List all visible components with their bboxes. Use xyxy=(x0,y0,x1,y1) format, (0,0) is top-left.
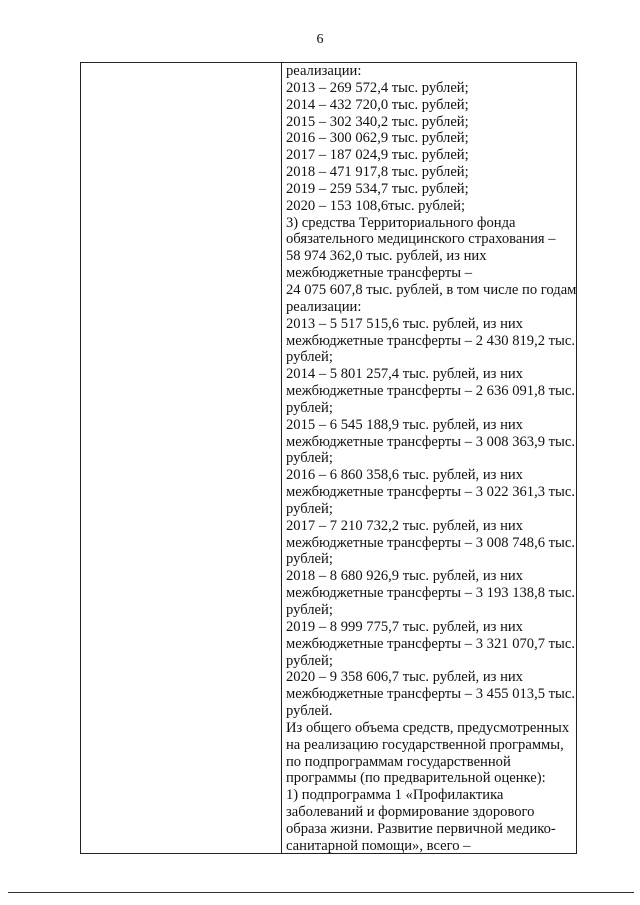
text-line: 2013 – 269 572,4 тыс. рублей; xyxy=(286,79,469,96)
text-line: 24 075 607,8 тыс. рублей, в том числе по годам xyxy=(286,281,577,298)
text-line: 2015 – 302 340,2 тыс. рублей; xyxy=(286,113,469,130)
text-line: 2019 – 8 999 775,7 тыс. рублей, из них xyxy=(286,618,523,635)
text-line: 2018 – 8 680 926,9 тыс. рублей, из них xyxy=(286,568,523,585)
text-line: реализации: xyxy=(286,298,362,315)
text-line: межбюджетные трансферты – xyxy=(286,265,473,282)
text-line: по подпрограммам государственной xyxy=(286,753,511,770)
text-line: межбюджетные трансферты – 3 455 013,5 тыс. xyxy=(286,686,575,703)
text-line: реализации: xyxy=(286,63,362,79)
text-line: межбюджетные трансферты – 3 193 138,8 тыс. xyxy=(286,585,575,602)
text-line: 2014 – 5 801 257,4 тыс. рублей, из них xyxy=(286,366,523,383)
text-line: рублей; xyxy=(286,500,333,517)
text-line: 2020 – 153 108,6тыс. рублей; xyxy=(286,197,466,214)
text-line: межбюджетные трансферты – 3 321 070,7 тыс. xyxy=(286,635,575,652)
text-line: 2017 – 7 210 732,2 тыс. рублей, из них xyxy=(286,517,523,534)
text-line: межбюджетные трансферты – 3 008 748,6 тыс. xyxy=(286,534,575,551)
text-line: 2015 – 6 545 188,9 тыс. рублей, из них xyxy=(286,416,523,433)
text-line: рублей; xyxy=(286,652,333,669)
text-line: 2020 – 9 358 606,7 тыс. рублей, из них xyxy=(286,669,523,686)
text-line: межбюджетные трансферты – 3 022 361,3 тыс. xyxy=(286,484,575,501)
column-divider xyxy=(281,63,282,853)
text-line: 2018 – 471 917,8 тыс. рублей; xyxy=(286,164,469,181)
right-cell-text xyxy=(286,63,577,855)
text-line: 1) подпрограмма 1 «Профилактика xyxy=(286,787,504,804)
document-table xyxy=(80,62,577,854)
text-line: межбюджетные трансферты – 3 008 363,9 тыс. xyxy=(286,433,575,450)
text-line: рублей; xyxy=(286,399,333,416)
text-line: 2016 – 6 860 358,6 тыс. рублей, из них xyxy=(286,467,523,484)
text-line: программы (по предварительной оценке): xyxy=(286,770,546,787)
text-line: 2016 – 300 062,9 тыс. рублей; xyxy=(286,130,469,147)
text-line: рублей; xyxy=(286,349,333,366)
text-line: заболеваний и формирование здорового xyxy=(286,804,535,821)
bottom-rule xyxy=(8,892,634,893)
text-line: санитарной помощи», всего – xyxy=(286,837,471,854)
text-line: межбюджетные трансферты – 2 430 819,2 тыс. xyxy=(286,332,575,349)
text-line: 58 974 362,0 тыс. рублей, из них xyxy=(286,248,487,265)
text-line: межбюджетные трансферты – 2 636 091,8 тыс. xyxy=(286,383,575,400)
text-line: рублей; xyxy=(286,602,333,618)
text-line: образа жизни. Развитие первичной медико- xyxy=(286,820,556,837)
text-line: рублей. xyxy=(286,703,333,720)
text-line: Из общего объема средств, предусмотренных xyxy=(286,719,570,736)
text-line: рублей; xyxy=(286,551,333,568)
text-line: 2019 – 259 534,7 тыс. рублей; xyxy=(286,180,469,197)
page-number: 6 xyxy=(316,32,324,47)
text-line: 3) средства Территориального фонда xyxy=(286,214,516,231)
text-line: 2013 – 5 517 515,6 тыс. рублей, из них xyxy=(286,315,523,332)
text-line: на реализацию государственной программы, xyxy=(286,736,564,753)
text-line: 2017 – 187 024,9 тыс. рублей; xyxy=(286,147,469,164)
text-line: 2014 – 432 720,0 тыс. рублей; xyxy=(286,96,469,113)
text-line: обязательного медицинского страхования – xyxy=(286,231,556,248)
text-line: рублей; xyxy=(286,450,333,467)
